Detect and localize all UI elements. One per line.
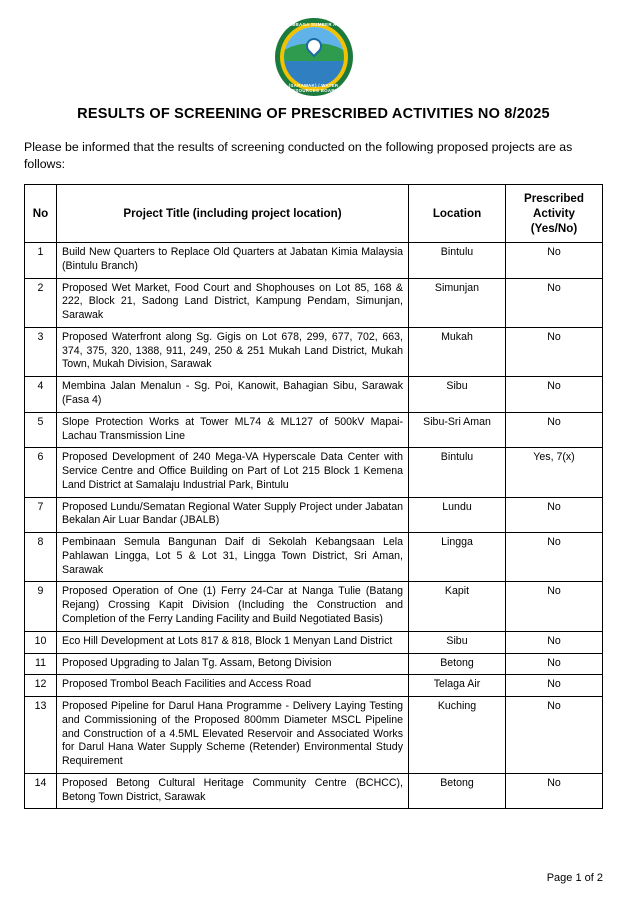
table-row xyxy=(25,327,603,376)
cell-location: Lingga xyxy=(409,533,506,582)
cell-no: 1 xyxy=(25,243,57,279)
cell-location: Simunjan xyxy=(409,278,506,327)
table-row xyxy=(25,533,603,582)
cell-location: Sibu-Sri Aman xyxy=(409,412,506,448)
cell-no: 11 xyxy=(25,653,57,675)
table-row xyxy=(25,631,603,653)
column-header-prescribed-activity: Prescribed Activity (Yes/No) xyxy=(506,184,603,242)
cell-project-title: Proposed Development of 240 Mega-VA Hyperscale Data Center with Service Centre and Office Building on Part of Lot 215 Block 1 Kemena Land District at Samalaju Industrial Park, Bintulu xyxy=(57,448,409,497)
logo-emblem xyxy=(284,27,344,87)
table-row xyxy=(25,697,603,774)
cell-no: 14 xyxy=(25,773,57,809)
cell-project-title: Membina Jalan Menalun - Sg. Poi, Kanowit, Bahagian Sibu, Sarawak (Fasa 4) xyxy=(57,377,409,413)
cell-project-title: Pembinaan Semula Bangunan Daif di Sekolah Kebangsaan Lela Pahlawan Lingga, Lot 5 & Lot 31, Lingga Town District, Sri Aman, Sarawak xyxy=(57,533,409,582)
cell-location: Betong xyxy=(409,653,506,675)
cell-project-title: Build New Quarters to Replace Old Quarters at Jabatan Kimia Malaysia (Bintulu Branch) xyxy=(57,243,409,279)
cell-location: Kapit xyxy=(409,582,506,631)
cell-project-title: Proposed Pipeline for Darul Hana Programme - Delivery Laying Testing and Commissioning of the Proposed 800mm Diameter MSCL Pipeline and Construction of a 4.5ML Elevated Reservoir and Associated Works for Darul Hana Water Supply Scheme (Retender) Environmental Study Requirement xyxy=(57,697,409,774)
cell-location: Kuching xyxy=(409,697,506,774)
cell-prescribed-activity: No xyxy=(506,675,603,697)
cell-prescribed-activity: No xyxy=(506,773,603,809)
table-row xyxy=(25,448,603,497)
table-row xyxy=(25,412,603,448)
cell-location: Bintulu xyxy=(409,448,506,497)
logo-container xyxy=(24,14,603,100)
cell-location: Lundu xyxy=(409,497,506,533)
logo-top-text: LEMBAGA SUMBER AIR xyxy=(285,21,342,27)
table-row xyxy=(25,497,603,533)
table-row xyxy=(25,278,603,327)
table-row xyxy=(25,773,603,809)
cell-prescribed-activity: No xyxy=(506,697,603,774)
table-row xyxy=(25,675,603,697)
cell-location: Sibu xyxy=(409,631,506,653)
cell-no: 2 xyxy=(25,278,57,327)
cell-prescribed-activity: No xyxy=(506,243,603,279)
table-header-row xyxy=(25,184,603,242)
cell-prescribed-activity: No xyxy=(506,377,603,413)
lembaga-sumber-air-logo xyxy=(275,18,353,96)
cell-no: 5 xyxy=(25,412,57,448)
column-header-project-title: Project Title (including project location) xyxy=(57,184,409,242)
cell-no: 6 xyxy=(25,448,57,497)
cell-project-title: Proposed Trombol Beach Facilities and Access Road xyxy=(57,675,409,697)
cell-location: Mukah xyxy=(409,327,506,376)
screening-results-table xyxy=(24,184,603,809)
cell-no: 3 xyxy=(25,327,57,376)
cell-no: 12 xyxy=(25,675,57,697)
intro-paragraph: Please be informed that the results of screening conducted on the following proposed projects are as follows: xyxy=(24,140,573,171)
cell-no: 8 xyxy=(25,533,57,582)
cell-project-title: Proposed Waterfront along Sg. Gigis on Lot 678, 299, 677, 702, 663, 374, 375, 320, 1388, 911, 249, 250 & 251 Mukah Land District, Mukah Town, Mukah Division, Sarawak xyxy=(57,327,409,376)
cell-project-title: Proposed Operation of One (1) Ferry 24-Car at Nanga Tulie (Batang Rejang) Crossing Kapit Division (Including the Construction and Completion of the Ferry Landing Facility and Build Negotiated Basis) xyxy=(57,582,409,631)
cell-project-title: Slope Protection Works at Tower ML74 & ML127 of 500kV Mapai-Lachau Transmission Line xyxy=(57,412,409,448)
cell-prescribed-activity: No xyxy=(506,653,603,675)
cell-project-title: Proposed Wet Market, Food Court and Shophouses on Lot 85, 168 & 222, Block 21, Sadong Land District, Kampung Pendam, Simunjan, Sarawak xyxy=(57,278,409,327)
table-row xyxy=(25,582,603,631)
cell-location: Sibu xyxy=(409,377,506,413)
cell-project-title: Proposed Upgrading to Jalan Tg. Assam, Betong Division xyxy=(57,653,409,675)
table-row xyxy=(25,377,603,413)
cell-no: 10 xyxy=(25,631,57,653)
table-row xyxy=(25,653,603,675)
cell-prescribed-activity: No xyxy=(506,582,603,631)
cell-prescribed-activity: No xyxy=(506,327,603,376)
cell-project-title: Proposed Lundu/Sematan Regional Water Supply Project under Jabatan Bekalan Air Luar Bandar (JBALB) xyxy=(57,497,409,533)
cell-no: 13 xyxy=(25,697,57,774)
cell-project-title: Proposed Betong Cultural Heritage Community Centre (BCHCC), Betong Town District, Sarawak xyxy=(57,773,409,809)
column-header-location: Location xyxy=(409,184,506,242)
page-title: RESULTS OF SCREENING OF PRESCRIBED ACTIVITIES NO 8/2025 xyxy=(77,106,550,122)
cell-location: Telaga Air xyxy=(409,675,506,697)
cell-prescribed-activity: No xyxy=(506,412,603,448)
page-footer: Page 1 of 2 xyxy=(546,872,603,884)
cell-prescribed-activity: Yes, 7(x) xyxy=(506,448,603,497)
cell-location: Betong xyxy=(409,773,506,809)
cell-prescribed-activity: No xyxy=(506,497,603,533)
table-body xyxy=(25,243,603,809)
cell-no: 4 xyxy=(25,377,57,413)
cell-location: Bintulu xyxy=(409,243,506,279)
cell-project-title: Eco Hill Development at Lots 817 & 818, Block 1 Menyan Land District xyxy=(57,631,409,653)
cell-no: 9 xyxy=(25,582,57,631)
table-row xyxy=(25,243,603,279)
logo-bottom-text: (SARAWAK) / WATER RESOURCES BOARD xyxy=(288,83,339,93)
column-header-no: No xyxy=(25,184,57,242)
cell-prescribed-activity: No xyxy=(506,278,603,327)
cell-prescribed-activity: No xyxy=(506,631,603,653)
cell-no: 7 xyxy=(25,497,57,533)
cell-prescribed-activity: No xyxy=(506,533,603,582)
